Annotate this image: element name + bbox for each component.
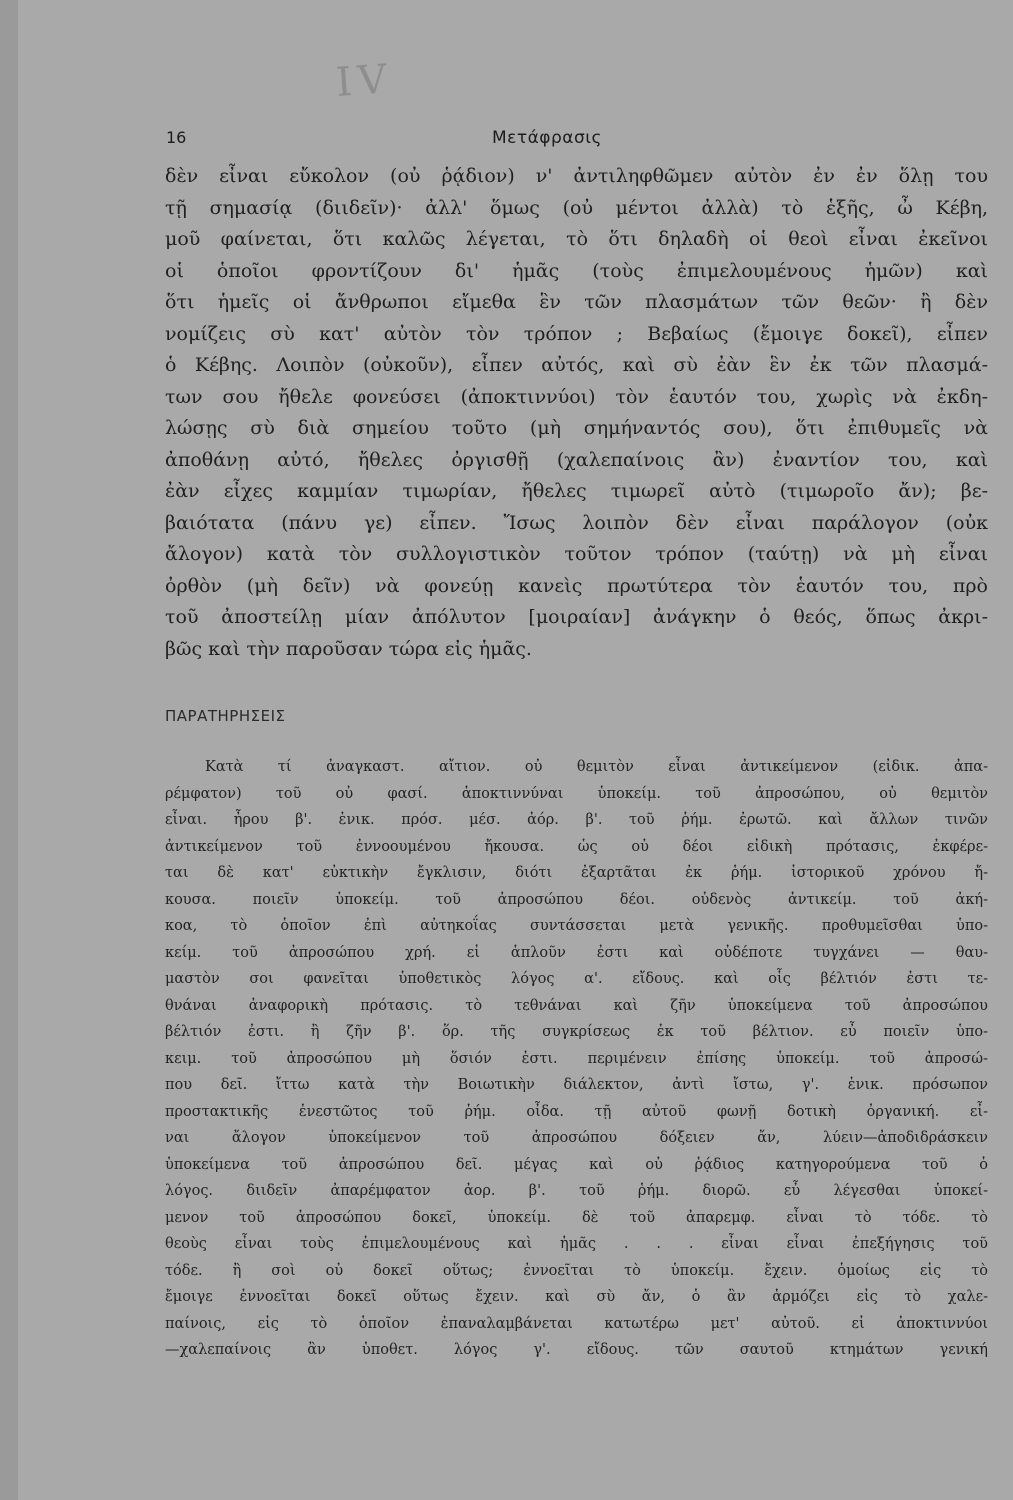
main-text-line: βῶς καὶ τὴν παροῦσαν τώρα εἰς ἡμᾶς. — [165, 637, 532, 660]
notes-line: κουσα. ποιεῖν ὑποκείμ. τοῦ ἀπροσώπου δέοι. οὐδενὸς ἀντικείμ. τοῦ ἀκή- — [165, 891, 988, 908]
main-text-line: ὁ Κέβης. Λοιπὸν (οὐκοῦν), εἶπεν αὐτός, καὶ σὺ ἐὰν ἓν ἐκ τῶν πλασμά- — [165, 354, 988, 376]
main-text-line: ὅτι ἡμεῖς οἱ ἄνθρωποι εἴμεθα ἓν τῶν πλασμάτων τῶν θεῶν· ἢ δὲν — [165, 291, 988, 313]
notes-line: ὑποκείμενα τοῦ ἀπροσώπου δεῖ. μέγας καὶ οὐ ῥᾴδιος κατηγορούμενα τοῦ ὁ — [165, 1156, 988, 1173]
notes-line: εἶναι. ἦρου β'. ἑνικ. πρόσ. μέσ. ἀόρ. β'. τοῦ ῥήμ. ἐρωτῶ. καὶ ἄλλων τινῶν — [165, 812, 988, 828]
notes-line: κοα, τὸ ὁποῖον ἐπὶ αὐτηκοΐας συντάσσεται μετὰ γενικῆς. προθυμεῖσθαι ὑπο- — [165, 918, 988, 934]
main-text-line: μοῦ φαίνεται, ὅτι καλῶς λέγεται, τὸ ὅτι δηλαδὴ οἱ θεοὶ εἶναι ἐκεῖνοι — [165, 228, 988, 250]
notes-line: λόγος. διιδεῖν ἀπαρέμφατον ἀορ. β'. τοῦ ῥήμ. διορῶ. εὖ λέγεσθαι ὑποκεί- — [165, 1183, 988, 1199]
margin-mark: IV — [334, 56, 395, 106]
notes-line: ἀντικείμενον τοῦ ἐννοουμένου ἤκουσα. ὡς οὐ δέοι εἰδικὴ πρότασις, ἐκφέρε- — [165, 838, 988, 855]
section-title: ΠΑΡΑΤΗΡΗΣΕΙΣ — [165, 707, 286, 725]
main-text-line: νομίζεις σὺ κατ' αὐτὸν τὸν τρόπον ; Βεβαίως (ἔμοιγε δοκεῖ), εἶπεν — [165, 322, 988, 345]
notes-line: θεοὺς εἶναι τοὺς ἐπιμελουμένους καὶ ἡμᾶς . . . εἶναι εἶναι ἐπεξήγησις τοῦ — [165, 1236, 988, 1252]
page-gutter-shadow — [0, 0, 18, 1500]
main-text-line: βαιότατα (πάνυ γε) εἶπεν. Ἴσως λοιπὸν δὲν εἶναι παράλογον (οὐκ — [165, 511, 988, 534]
main-text-line: των σου ἤθελε φονεύσει (ἀποκτιννύοι) τὸν ἑαυτόν του, χωρὶς νὰ ἐκδη- — [165, 385, 988, 408]
notes-line: κείμ. τοῦ ἀπροσώπου χρή. εἰ ἁπλοῦν ἐστι καὶ οὐδέποτε τυγχάνει — θαυ- — [165, 944, 988, 961]
notes-line: τόδε. ἢ σοὶ οὐ δοκεῖ οὕτως; ἐννοεῖται τὸ ὑποκείμ. ἔχειν. ὁμοίως εἰς τὸ — [165, 1262, 988, 1279]
page-number: 16 — [166, 128, 187, 147]
notes-line: μενον τοῦ ἀπροσώπου δοκεῖ, ὑποκείμ. δὲ τοῦ ἀπαρεμφ. εἶναι τὸ τόδε. τὸ — [165, 1209, 988, 1226]
main-text-line: ὀρθὸν (μὴ δεῖν) νὰ φονεύῃ κανεὶς πρωτύτερα τὸν ἑαυτόν του, πρὸ — [165, 574, 988, 597]
notes-line: παίνοις, εἰς τὸ ὁποῖον ἐπαναλαμβάνεται κατωτέρω μετ' αὐτοῦ. εἰ ἀποκτιννύοι — [165, 1315, 988, 1332]
main-text-line: ἐὰν εἶχες καμμίαν τιμωρίαν, ἤθελες τιμωρεῖ αὐτὸ (τιμωροῖο ἄν); βε- — [165, 480, 988, 502]
notes-line: Κατὰ τί ἀναγκαστ. αἴτιον. οὐ θεμιτὸν εἶναι ἀντικείμενον (εἰδικ. ἀπα- — [205, 759, 988, 775]
main-text-line: ἀποθάνῃ αὐτό, ἤθελες ὀργισθῇ (χαλεπαίνοις ἂν) ἐναντίον του, καὶ — [165, 448, 988, 471]
notes-line: ἔμοιγε ἐννοεῖται δοκεῖ οὕτως ἔχειν. καὶ σὺ ἄν, ὁ ἂν ἁρμόζει εἰς τὸ χαλε- — [165, 1289, 988, 1305]
notes-line: μαστὸν σοι φανεῖται ὑποθετικὸς λόγος α'. εἴδους. καὶ οἷς βέλτιόν ἐστι τε- — [165, 971, 988, 987]
main-text — [165, 161, 988, 665]
notes-line: ται δὲ κατ' εὐκτικὴν ἔγκλισιν, διότι ἐξαρτᾶται ἐκ ῥήμ. ἱστορικοῦ χρόνου ἤ- — [165, 865, 988, 881]
notes-line: που δεῖ. ἴττω κατὰ τὴν Βοιωτικὴν διάλεκτον, ἀντὶ ἴστω, γ'. ἑνικ. πρόσωπον — [165, 1077, 988, 1093]
page-header — [158, 128, 990, 152]
notes-line: κειμ. τοῦ ἀπροσώπου μὴ ὅσιόν ἐστι. περιμένειν ἐπίσης ὑποκείμ. τοῦ ἀπροσώ- — [165, 1050, 988, 1067]
main-text-line: λώσῃς σὺ διὰ σημείου τοῦτο (μὴ σημήναντός σου), ὅτι ἐπιθυμεῖς νὰ — [165, 417, 988, 439]
main-text-line: ἄλογον) κατὰ τὸν συλλογιστικὸν τοῦτον τρόπον (ταύτῃ) νὰ μὴ εἶναι — [165, 543, 988, 565]
main-text-line: δὲν εἶναι εὔκολον (οὐ ῥᾴδιον) ν' ἀντιληφθῶμεν αὐτὸν ἐν ἐν ὅλῃ του — [165, 165, 988, 187]
main-text-line: τοῦ ἀποστείλῃ μίαν ἀπόλυτον [μοιραίαν] ἀνάγκην ὁ θεός, ὅπως ἀκρι- — [165, 606, 988, 628]
notes-line: ρέμφατον) τοῦ οὐ φασί. ἀποκτιννύναι ὑποκείμ. τοῦ ἀπροσώπου, οὐ θεμιτὸν — [165, 785, 988, 802]
notes-line: προστακτικῆς ἐνεστῶτος τοῦ ῥήμ. οἶδα. τῇ αὐτοῦ φωνῇ δοτικὴ ὀργανική. εἶ- — [165, 1103, 988, 1120]
notes-line: βέλτιόν ἐστι. ἢ ζῆν β'. ὅρ. τῆς συγκρίσεως ἐκ τοῦ βέλτιον. εὖ ποιεῖν ὑπο- — [165, 1024, 988, 1040]
notes-line: —χαλεπαίνοις ἂν ὑποθετ. λόγος γ'. εἴδους. τῶν σαυτοῦ κτημάτων γενική — [165, 1342, 988, 1358]
running-title: Μετάφρασις — [492, 128, 603, 148]
notes-text — [165, 754, 988, 1364]
main-text-line: τῇ σημασίᾳ (διιδεῖν)· ἀλλ' ὅμως (οὐ μέντοι ἀλλὰ) τὸ ἑξῆς, ὦ Κέβη, — [165, 196, 988, 219]
main-text-line: οἱ ὁποῖοι φροντίζουν δι' ἡμᾶς (τοὺς ἐπιμελουμένους ἡμῶν) καὶ — [165, 259, 988, 282]
notes-line: ναι ἄλογον ὑποκείμενον τοῦ ἀπροσώπου δόξειεν ἄν, λύειν—ἀποδιδράσκειν — [165, 1130, 988, 1146]
notes-line: θνάναι ἀναφορικὴ πρότασις. τὸ τεθνάναι καὶ ζῆν ὑποκείμενα τοῦ ἀπροσώπου — [165, 997, 988, 1014]
